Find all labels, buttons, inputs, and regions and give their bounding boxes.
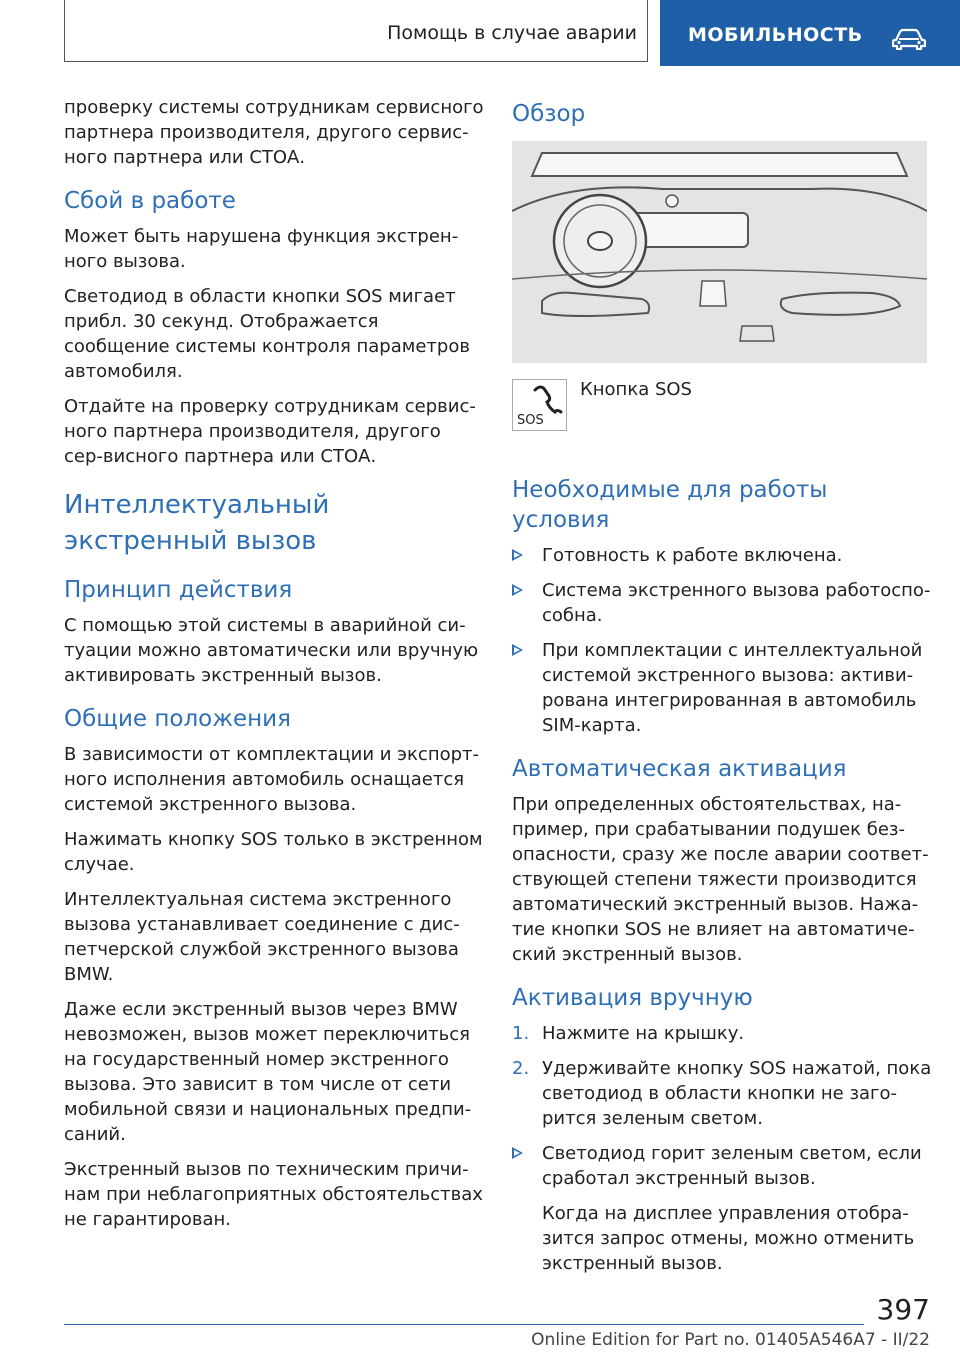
- paragraph: С помощью этой системы в аварийной си-туации можно автоматически или вручную активировать экстренный вызов.: [64, 615, 479, 686]
- triangle-bullet-icon: [512, 584, 523, 596]
- cockpit-illustration: [512, 141, 927, 363]
- heading-overview: Обзор: [512, 101, 586, 127]
- sos-legend: [512, 379, 932, 459]
- result-note: Когда на дисплее управления отобра-зится запрос отмены, можно отменить экстренный вызов.: [542, 1203, 915, 1274]
- triangle-bullet-icon: [512, 644, 523, 656]
- left-column: [64, 95, 484, 1242]
- paragraph: Отдайте на проверку сотрудникам сервис-ного партнера производителя, другого сер-висного партнера или СТОА.: [64, 396, 476, 467]
- footer-divider: [64, 1324, 864, 1325]
- heading-automatic-activation: Автоматическая активация: [512, 756, 847, 782]
- header-chapter-tab: [660, 0, 960, 66]
- paragraph: Светодиод в области кнопки SOS мигает прибл. 30 секунд. Отображается сообщение системы контроля параметров автомобиля.: [64, 286, 470, 382]
- car-icon: [892, 28, 926, 50]
- triangle-bullet-icon: [512, 1147, 523, 1159]
- heading-manual-activation: Активация вручную: [512, 985, 753, 1011]
- heading-fault: Сбой в работе: [64, 188, 236, 214]
- paragraph: Нажимать кнопку SOS только в экстренном случае.: [64, 829, 483, 875]
- paragraph: Интеллектуальная система экстренного вызова устанавливает соединение с дис-петчерской службой экстренного вызова BMW.: [64, 889, 460, 985]
- heading-requirements: Необходимые для работы условия: [512, 477, 828, 533]
- header-section-box: [64, 0, 648, 62]
- cockpit-drawing: [512, 141, 927, 363]
- result-item: Светодиод горит зеленым светом, если сработал экстренный вызов.: [512, 1141, 932, 1191]
- sos-button-icon: [512, 379, 567, 431]
- list-item: Система экстренного вызова работоспо-собна.: [512, 578, 932, 628]
- page-number: 397: [876, 1293, 930, 1326]
- list-item: При комплектации с интеллектуальной системой экстренного вызова: активи-рована интегрированная в автомобиль SIM-карта.: [512, 638, 932, 738]
- heading-principle: Принцип действия: [64, 577, 293, 603]
- triangle-bullet-icon: [512, 549, 523, 561]
- list-item: Готовность к работе включена.: [512, 543, 932, 568]
- header-chapter-title: МОБИЛЬНОСТЬ: [688, 24, 863, 46]
- paragraph: При определенных обстоятельствах, на-пример, при срабатывании подушек без-опасности, сразу же после аварии соответ-ствующей степени тяжести производится автоматический экстренный вызов. Нажа-тие кнопки SOS не влияет на автоматиче-ский экстренный вызов.: [512, 794, 929, 965]
- paragraph: В зависимости от комплектации и экспорт-ного исполнения автомобиль оснащается системой экстренного вызова.: [64, 744, 480, 815]
- step-item: 2. Удерживайте кнопку SOS нажатой, пока светодиод в области кнопки не заго-рится зеленым светом.: [512, 1058, 932, 1129]
- heading-intelligent-emergency-call: Интеллектуальный экстренный вызов: [64, 490, 330, 556]
- sos-icon-label: SOS: [517, 413, 544, 428]
- step-item: 1. Нажмите на крышку.: [512, 1023, 745, 1044]
- right-column: [512, 95, 932, 1286]
- header-section-title: Помощь в случае аварии: [387, 22, 637, 44]
- paragraph: проверку системы сотрудникам сервисного партнера производителя, другого сервис-ного партнера или СТОА.: [64, 97, 484, 168]
- paragraph: Даже если экстренный вызов через BMW невозможен, вызов может переключиться на государственный номер экстренного вызова. Это зависит в том числе от сети мобильной связи и национальных предпи-саний.: [64, 999, 472, 1145]
- footer-edition: Online Edition for Part no. 01405A546A7 - II/22: [531, 1330, 930, 1350]
- paragraph: Экстренный вызов по техническим причи-нам при неблагоприятных обстоятельствах не гарантирован.: [64, 1159, 483, 1230]
- paragraph: Может быть нарушена функция экстрен-ного вызова.: [64, 226, 459, 272]
- phone-icon: [513, 380, 566, 430]
- sos-caption: Кнопка SOS: [580, 379, 692, 400]
- heading-general: Общие положения: [64, 706, 291, 732]
